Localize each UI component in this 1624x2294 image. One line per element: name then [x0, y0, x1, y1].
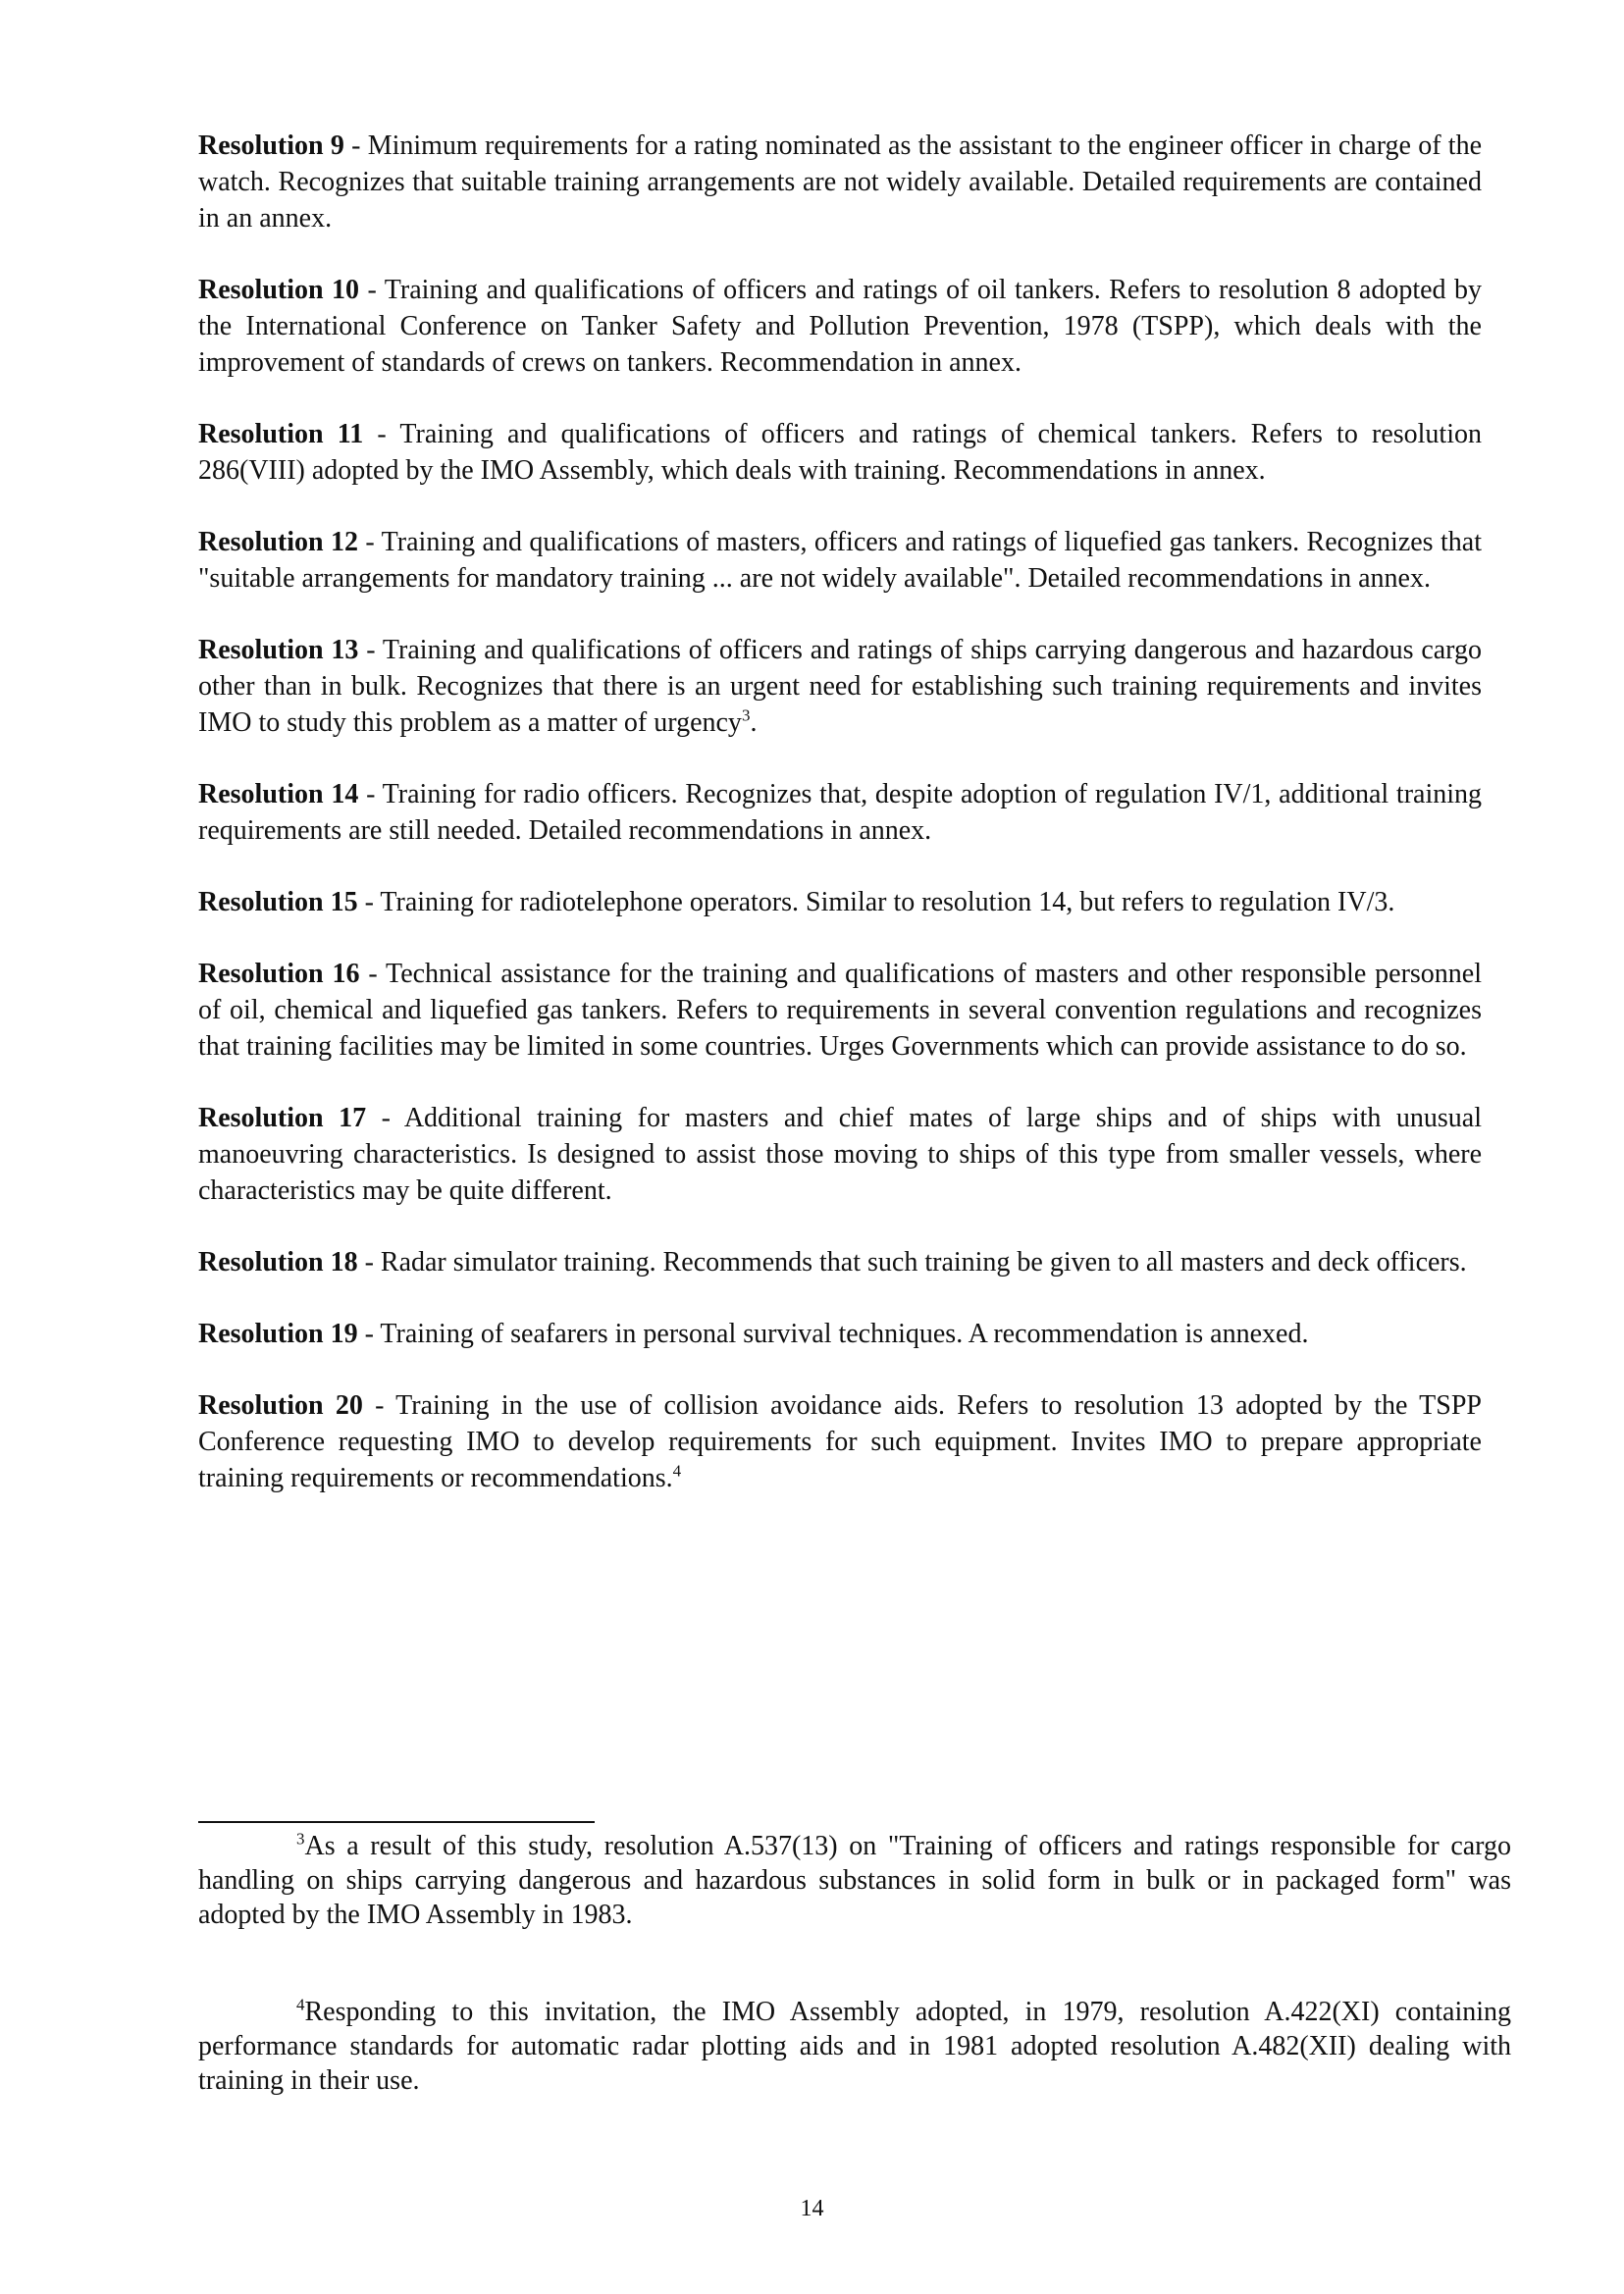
footnote-3: [198, 1829, 1511, 1932]
resolution-13: [198, 632, 1482, 741]
resolution-label: Resolution 9: [198, 130, 344, 161]
resolution-11: [198, 416, 1482, 489]
resolution-label: Resolution 17: [198, 1103, 367, 1133]
resolution-label: Resolution 13: [198, 635, 359, 665]
resolution-12: [198, 524, 1482, 597]
resolution-15: [198, 884, 1482, 920]
resolution-label: Resolution 11: [198, 419, 364, 449]
resolution-text: - Training of seafarers in personal survival techniques. A recommendation is annexed.: [357, 1319, 1309, 1349]
resolution-text: - Training in the use of collision avoidance aids. Refers to resolution 13 adopted by the TSPP Conference requesting IMO to develop requirements for such equipment. Invites IMO to prepare appropriate training requirements or recommendations.: [198, 1390, 1482, 1493]
page-number: 14: [800, 2196, 824, 2221]
footnote-marker: 4: [296, 1995, 305, 2014]
resolution-label: Resolution 14: [198, 779, 359, 809]
footnote-marker: 3: [296, 1829, 305, 1849]
resolution-16: [198, 956, 1482, 1065]
resolution-20: [198, 1387, 1482, 1496]
resolution-14: [198, 776, 1482, 849]
resolution-text: - Training and qualifications of masters, officers and ratings of liquefied gas tankers. Recognizes that "suitable arrangements for mandatory training ... are not widely available". Detailed recommendations in annex.: [198, 527, 1482, 594]
resolution-text: - Radar simulator training. Recommends that such training be given to all masters and deck officers.: [357, 1247, 1467, 1277]
footnote-separator: [198, 1821, 595, 1823]
resolution-text: - Training for radiotelephone operators. Similar to resolution 14, but refers to regulation IV/3.: [357, 887, 1395, 917]
resolution-text: - Training and qualifications of officers and ratings of oil tankers. Refers to resolution 8 adopted by the International Conference on Tanker Safety and Pollution Prevention, 1978 (TSPP), which deals with the improvement of standards of crews on tankers. Recommendation in annex.: [198, 275, 1482, 378]
resolution-label: Resolution 12: [198, 527, 358, 557]
resolution-text: - Training for radio officers. Recognizes that, despite adoption of regulation IV/1, additional training requirements are still needed. Detailed recommendations in annex.: [198, 779, 1483, 846]
footnote-text: Responding to this invitation, the IMO Assembly adopted, in 1979, resolution A.422(XI) containing performance standards for automatic radar plotting aids and in 1981 adopted resolution A.482(XII) dealing with training in their use.: [198, 1997, 1511, 2096]
footnote-text: As a result of this study, resolution A.537(13) on "Training of officers and ratings responsible for cargo handling on ships carrying dangerous and hazardous substances in solid form in bulk or in packaged form" was adopted by the IMO Assembly in 1983.: [198, 1831, 1511, 1930]
resolution-text: - Training and qualifications of officers and ratings of ships carrying dangerous and hazardous cargo other than in bulk. Recognizes that there is an urgent need for establishing such training requirements and invites IMO to study this problem as a matter of urgency: [198, 635, 1482, 738]
resolutions-list: [198, 128, 1482, 1532]
resolution-19: [198, 1316, 1482, 1352]
resolution-text: - Technical assistance for the training and qualifications of masters and other responsible personnel of oil, chemical and liquefied gas tankers. Refers to requirements in several convention regulations and recognizes that training facilities may be limited in some countries. Urges Governments which can provide assistance to do so.: [198, 959, 1483, 1062]
resolution-label: Resolution 15: [198, 887, 358, 917]
resolution-label: Resolution 20: [198, 1390, 363, 1421]
resolution-9: [198, 128, 1482, 236]
footnote-ref-4[interactable]: 4: [672, 1461, 682, 1481]
resolution-label: Resolution 10: [198, 275, 360, 305]
resolution-label: Resolution 19: [198, 1319, 358, 1349]
resolution-10: [198, 272, 1482, 381]
resolution-17: [198, 1100, 1482, 1209]
footnote-4: [198, 1995, 1511, 2098]
resolution-label: Resolution 16: [198, 959, 360, 989]
resolution-text: - Minimum requirements for a rating nominated as the assistant to the engineer officer in charge of the watch. Recognizes that suitable training arrangements are not widely available. Detailed requirements are contained in an annex.: [198, 130, 1482, 234]
footnotes: [198, 1829, 1511, 2098]
resolution-label: Resolution 18: [198, 1247, 358, 1277]
resolution-text-end: .: [750, 707, 758, 738]
resolution-18: [198, 1244, 1482, 1280]
footnote-ref-3[interactable]: 3: [741, 705, 751, 725]
resolution-text: - Additional training for masters and chief mates of large ships and of ships with unusual manoeuvring characteristics. Is designed to assist those moving to ships of this type from smaller vessels, where characteristics may be quite different.: [198, 1103, 1482, 1206]
resolution-text: - Training and qualifications of officers and ratings of chemical tankers. Refers to resolution 286(VIII) adopted by the IMO Assembly, which deals with training. Recommendations in annex.: [198, 419, 1482, 486]
